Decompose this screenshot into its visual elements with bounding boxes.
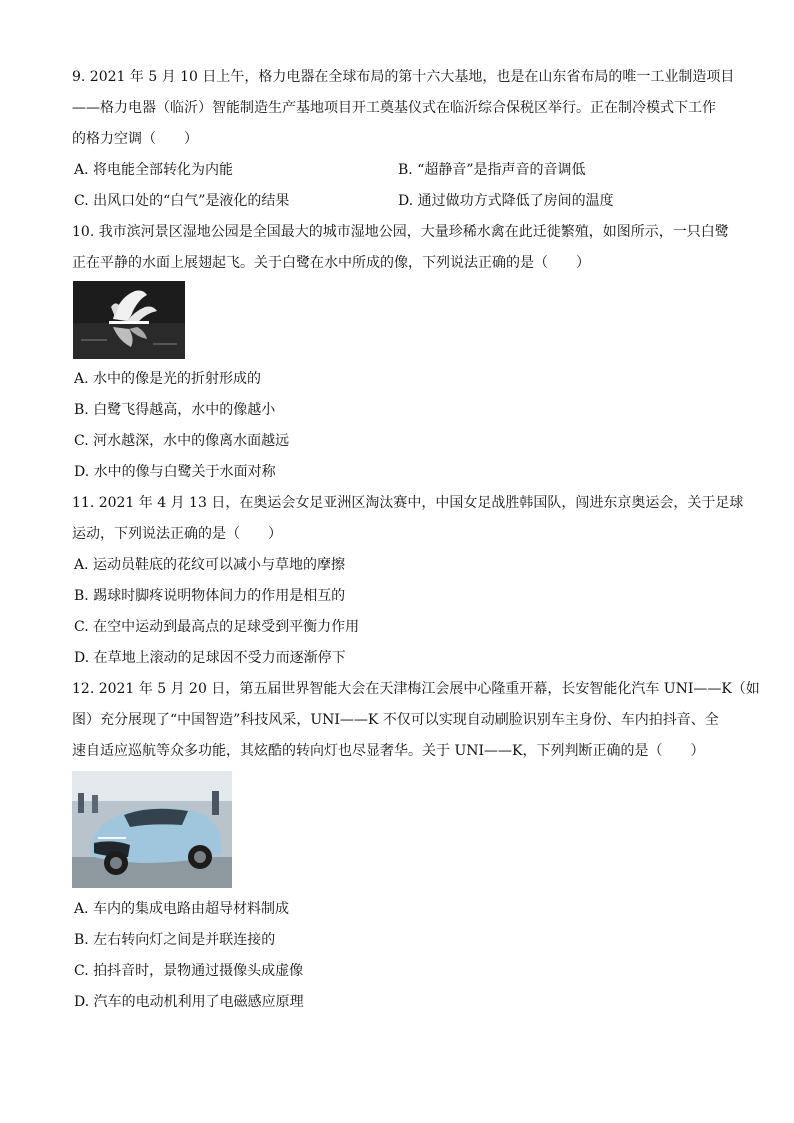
q10-stem-line-2: 正在平静的水面上展翅起飞。关于白鹭在水中所成的像，下列说法正确的是（ ） — [72, 255, 590, 271]
q10-option-a: A. 水中的像是光的折射形成的 — [74, 371, 262, 387]
egret-photo — [73, 281, 185, 359]
egret-illustration — [73, 281, 185, 359]
q11-stem-line-1: 11. 2021 年 4 月 13 日，在奥运会女足亚洲区淘汰赛中，中国女足战胜韩国队，闯进东京奥运会，关于足球 — [72, 495, 744, 511]
q9-stem-line-2: ——格力电器（临沂）智能制造生产基地项目开工奠基仪式在临沂综合保税区举行。正在制冷模式下工作 — [72, 100, 716, 116]
q12-option-c: C. 拍抖音时，景物通过摄像头成虚像 — [74, 963, 304, 979]
q10-option-d: D. 水中的像与白鹭关于水面对称 — [74, 464, 276, 480]
q9-option-c: C. 出风口处的“白气”是液化的结果 — [74, 193, 290, 209]
q11-option-d: D. 在草地上滚动的足球因不受力而逐渐停下 — [74, 650, 346, 666]
q9-option-d: D. 通过做功方式降低了房间的温度 — [398, 193, 614, 209]
car-illustration — [72, 771, 232, 888]
q10-option-c: C. 河水越深，水中的像离水面越远 — [74, 433, 290, 449]
q12-stem-line-3: 速自适应巡航等众多功能，其炫酷的转向灯也尽显奢华。关于 UNI——K，下列判断正确的是（ ） — [72, 743, 705, 759]
q10-stem-line-1: 10. 我市滨河景区湿地公园是全国最大的城市湿地公园，大量珍稀水禽在此迁徙繁殖，如图所示，一只白鹭 — [72, 224, 729, 240]
q12-option-a: A. 车内的集成电路由超导材料制成 — [74, 901, 290, 917]
q12-stem-line-1: 12. 2021 年 5 月 20 日，第五届世界智能大会在天津梅江会展中心隆重开幕，长安智能化汽车 UNI——K（如 — [72, 681, 760, 697]
q11-stem-line-2: 运动，下列说法正确的是（ ） — [72, 526, 282, 542]
q9-stem-line-3: 的格力空调（ ） — [72, 131, 198, 147]
q11-option-b: B. 踢球时脚疼说明物体间力的作用是相互的 — [74, 588, 346, 604]
q10-option-b: B. 白鹭飞得越高，水中的像越小 — [74, 402, 276, 418]
q12-option-d: D. 汽车的电动机利用了电磁感应原理 — [74, 994, 304, 1010]
q9-option-b: B. “超静音”是指声音的音调低 — [398, 162, 586, 178]
car-photo — [72, 771, 232, 888]
q9-option-a: A. 将电能全部转化为内能 — [74, 162, 234, 178]
q11-option-c: C. 在空中运动到最高点的足球受到平衡力作用 — [74, 619, 360, 635]
q9-stem-line-1: 9. 2021 年 5 月 10 日上午，格力电器在全球布局的第十六大基地，也是在山东省布局的唯一工业制造项目 — [72, 69, 735, 85]
q11-option-a: A. 运动员鞋底的花纹可以减小与草地的摩擦 — [74, 557, 346, 573]
q12-stem-line-2: 图）充分展现了“中国智造”科技风采，UNI——K 不仅可以实现自动刷脸识别车主身份、车内拍抖音、全 — [72, 712, 719, 728]
q12-option-b: B. 左右转向灯之间是并联连接的 — [74, 932, 276, 948]
